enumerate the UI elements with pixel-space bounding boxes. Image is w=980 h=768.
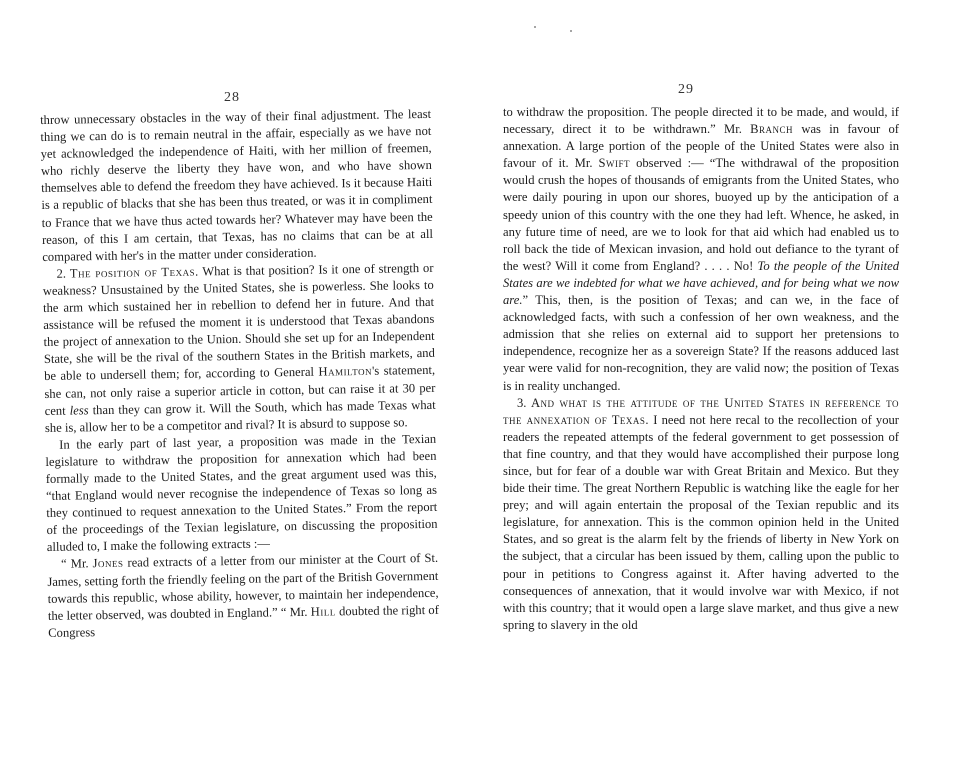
small-caps-text: Hamilton: [318, 364, 373, 380]
text-run: throw unnecessary obstacles in the way of their final adjustment. The least thing we can do is to remain neutral in the affair, especially as we have not yet acknowledged the independence of Haiti, with her million of freemen, who richly deserve the liberty they have won, and who have shown themselves able to defend the freedom they have achieved. Is it because Haiti is a republic of blacks that she has been thus treated, or was it in compliment to France that we have thus acted towards her? Whatever may have been the reason, of this I am certain, that Texas, has no claims that can be at all compared with her's in the matter under consideration.: [40, 106, 434, 264]
text-run: ” This, then, is the position of Texas; and can we, in the face of acknowledged facts, with such a confession of her own weakness, and the admission that she relies on external aid to support her pretensions to independence, recognize her as a sovereign State? If the reasons adduced last year were valid for non-recognition, they are valid now; the position of Texas is in reality unchanged.: [503, 293, 899, 393]
text-run: 's statement, she can, not only raise a superior article in cotton, but can raise it at 30 per cent: [44, 363, 436, 418]
page-number: 28: [224, 90, 240, 105]
text-run: 2.: [56, 266, 70, 281]
text-run: “ Mr.: [60, 556, 93, 572]
text-run: doubted the right of Congress: [48, 602, 439, 640]
small-caps-text: The position of Texas.: [69, 264, 199, 281]
small-caps-text: Jones: [92, 556, 124, 571]
small-caps-text: Hill: [310, 604, 336, 619]
page-body: [40, 106, 439, 642]
text-run: was in favour of annexation. A large portion of the people of the United States were also in favour of it. Mr.: [503, 122, 899, 171]
text-run: observed :— “The withdrawal of the proposition would crush the hopes of thousands of emigrants from the United States, who were daily pouring in upon our shores, buoyed up by the anticipation of a speedy union of this country with the one they had left. Whence, he asked, in any future time of need, are we to look for that aid which had enabled us to roll back the tide of Mexican invasion, and hold out defiance to the tyrant of the west? Will it come from England? . . . . No!: [503, 156, 899, 273]
page-body: [503, 104, 899, 634]
text-run: to withdraw the proposition. The people directed it to be made, and would, if necessary, direct it to be withdrawn.” Mr.: [503, 105, 899, 137]
italic-text: To the people of the United States are we indebted for what we have achieved, and for being what we now are.: [503, 258, 899, 308]
scan-speck: [534, 26, 536, 28]
small-caps-text: And what is the attitude of the United States in reference to the annexation of Texas.: [503, 395, 899, 427]
paragraph: [503, 395, 899, 634]
text-run: 3.: [517, 395, 531, 410]
right-page: [490, 0, 980, 768]
small-caps-text: Branch: [750, 122, 794, 137]
text-run: What is that position? Is it one of strength or weakness? Unsustained by the United States, she is powerless. She looks to the arm which sustained her in rebellion to defend her in future. And that assistance will be refused the moment it is understood that Texas abandons the project of annexation to the Union. Should she set up for an Independent State, she will be the rival of the southern States in the British markets, and be able to undersell them; for, according to General: [42, 260, 435, 384]
page-number: 29: [678, 82, 694, 97]
small-caps-text: Swift: [598, 156, 631, 171]
text-run: In the early part of last year, a proposition was made in the Texian legislature to withdraw the proposition for annexation which had been formally made to the United States, and the great argument used was this, “that England would never recognise the independence of Texas so long as they continued to request annexation to the United States.” From the report of the proceedings of the Texian legislature, on discussing the proposition alluded to, I make the following extracts :—: [45, 431, 438, 555]
paragraph: [503, 104, 899, 395]
paragraph: [40, 106, 433, 266]
italic-text: less: [69, 402, 89, 418]
paragraph: [47, 550, 439, 642]
text-run: than they can grow it. Will the South, which has made Texas what she is, allow her to be a competitor and rival? It is absurd to suppose so.: [44, 397, 436, 435]
paragraph: [45, 431, 438, 557]
text-run: I need not here recal to the recollection of your readers the repeated attempts of the federal government to get possession of that fine country, and that they would have accomplished their purpose long since, but for fear of a double war with Great Britain and Mexico. But they bide their time. The great Northern Republic is watching like the eagle for her prey; and will again entertain the proposal of the Texian republic and its legislature, for annexation. This is the common opinion held in the United States, and so great is the alarm felt by the friends of liberty in New York on the subject, that a circular has been issued by them, calling upon the public to pour in petitions to Congress against it. After having adverted to the consequences of annexation, that it would involve war with Mexico, if not with this country; that it would open a large slave market, and thus give a new spring to slavery in the old: [503, 412, 899, 632]
paragraph: [42, 260, 436, 437]
text-run: read extracts of a letter from our minister at the Court of St. James, setting forth the friendly feeling on the part of the British Government towards this republic, whose ability, however, to maintain her independence, the letter observed, was doubted in England.” “ Mr.: [47, 551, 439, 623]
scan-speck: [570, 30, 572, 32]
